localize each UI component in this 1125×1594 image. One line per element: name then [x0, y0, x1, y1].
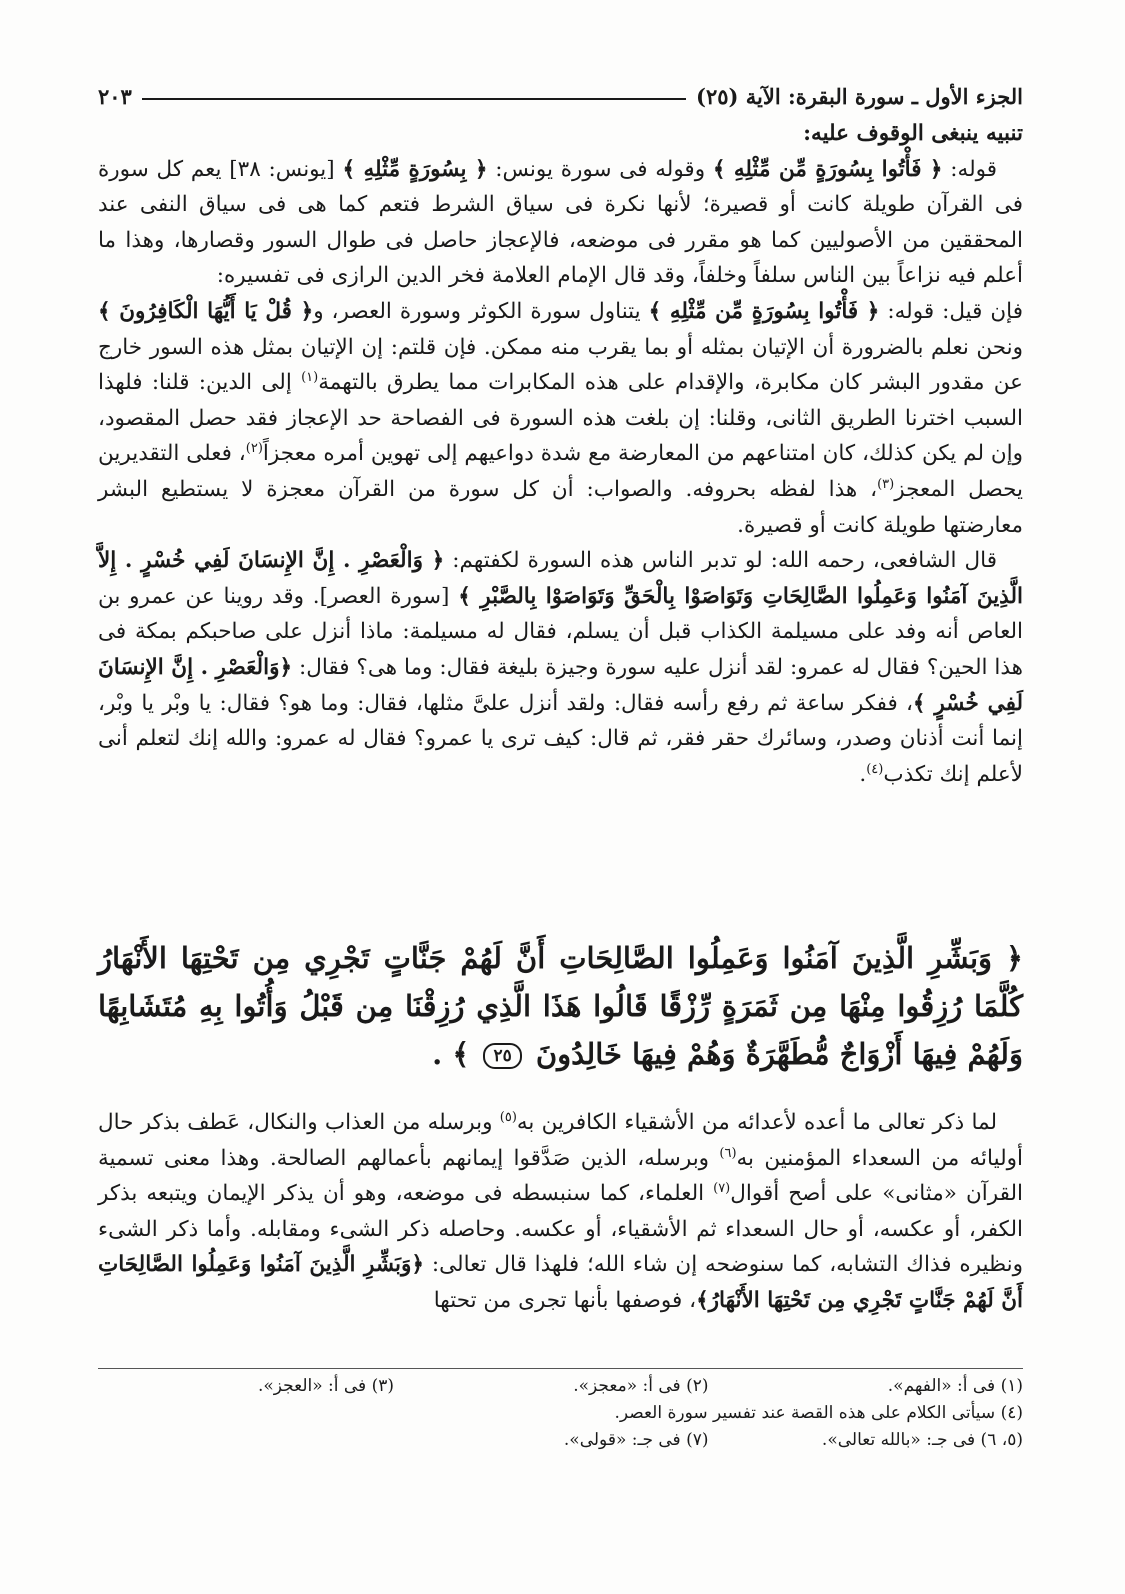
p1-text-a: قوله:: [942, 156, 998, 182]
running-head-rule: [142, 98, 686, 100]
p4-text-c: وبرسله، الذين صَدَّقوا إيمانهم بأعمالهم الصالحة. وهذا معنى تسمية القرآن «مثانى» على أصح أقوال: [98, 1145, 1023, 1207]
p1-quran-quote-2: ﴿ بِسُورَةٍ مِّثْلِهِ ﴾: [342, 156, 488, 182]
commentary-block-1: [98, 116, 1023, 792]
footnotes: [98, 1373, 1023, 1454]
p3-text-c: ، ففكر ساعة ثم رفع رأسه فقال: ولقد أنزل علىَّ مثلها، فقال: وما هو؟ فقال: يا وبْر يا وبْر، إنما أنت أذنان وصدر، وسائرك حقر فقر، ثم قال: كيف ترى يا عمرو؟ فقال له عمرو: والله إنك لتعلم أنى لأعلم إنك تكذب: [98, 690, 1023, 787]
paragraph-2: [98, 294, 1023, 543]
p4-text-b: وبرسله من العذاب والنكال، عَطف بذكر حال أوليائه من السعداء المؤمنين به: [98, 1110, 1023, 1171]
footnote-row-2: [98, 1400, 1023, 1427]
p3-text-d: .: [859, 761, 867, 787]
p2-text-e: ، فعلى التقديرين يحصل المعجز: [98, 441, 1023, 502]
p4-quran-quote-1: ﴿وَبَشِّرِ الَّذِينَ آمَنُوا وَعَمِلُوا الصَّالِحَاتِ أَنَّ لَهُمْ جَنَّاتٍ تَجْرِي مِن تَحْتِهَا الأَنْهَارُ﴾: [98, 1252, 1023, 1313]
footnote-7: (٧) فى جـ: «قولى».: [563, 1430, 709, 1450]
footnote-ref-1: (١): [301, 370, 319, 385]
footnote-row-1: [98, 1373, 1023, 1400]
p4-text-d: العلماء، كما سنبسطه فى موضعه، وهو أن يذكر الإيمان ويتبعه بذكر الكفر، أو عكسه، أو حال السعداء ثم الأشقياء، أو عكسه. وحاصله ذكر الشىء ومقابله. وأما ذكر الشىء ونظيره فذاك التشابه، كما سنوضحه إن شاء الله؛ فلهذا قال تعالى:: [98, 1181, 1023, 1278]
p3-text-a: قال الشافعى، رحمه الله: لو تدبر الناس هذه السورة لكفتهم:: [444, 548, 998, 574]
p3-text-b: [سورة العصر]. وقد روينا عن عمرو بن العاص أنه وفد على مسيلمة الكذاب قبل أن يسلم، فقال له مسيلمة: ماذا أنزل على صاحبكم بمكة فى هذا الحين؟ فقال له عمرو: لقد أنزل عليه سورة وجيزة بليغة فقال: وما هى؟ فقال:: [98, 583, 1023, 680]
footnote-4: (٤) سيأتى الكلام على هذه القصة عند تفسير سورة العصر.: [614, 1403, 1023, 1423]
verse-block: [98, 934, 1023, 1078]
verse-text: ﴿ وَبَشِّرِ الَّذِينَ آمَنُوا وَعَمِلُوا الصَّالِحَاتِ أَنَّ لَهُمْ جَنَّاتٍ تَجْرِي مِن تَحْتِهَا الأَنْهَارُ كُلَّمَا رُزِقُوا مِنْهَا مِن ثَمَرَةٍ رِّزْقًا قَالُوا هَذَا الَّذِي رُزِقْنَا مِن قَبْلُ وَأُتُوا بِهِ مُتَشَابِهًا وَلَهُمْ فِيهَا أَزْوَاجٌ مُّطَهَّرَةٌ وَهُمْ فِيهَا خَالِدُونَ: [98, 941, 1023, 1071]
paragraph-4: [98, 1105, 1023, 1319]
footnote-ref-2: (٢): [245, 441, 263, 457]
footnote-2: (٢) فى أ: «معجز».: [573, 1376, 709, 1396]
paragraph-3: [98, 543, 1023, 792]
p1-text-c: [يونس: ٣٨] يعم كل سورة فى القرآن طويلة كانت أو قصيرة؛ لأنها نكرة فى سياق الشرط فتعم كما هى فى سياق النفى عند المحققين من الأصوليين كما هو مقرر فى موضعه، فالإعجاز حاصل فى طوال السور وقصارها، وهذا ما أعلم فيه نزاعاً بين الناس سلفاً وخلفاً، وقد قال الإمام العلامة فخر الدين الرازى فى تفسيره:: [98, 156, 1023, 289]
footnote-5-6: (٥، ٦) فى جـ: «بالله تعالى».: [821, 1430, 1023, 1450]
running-head-title: الجزء الأول ـ سورة البقرة: الآية (٢٥): [696, 83, 1023, 109]
paragraph-1: [98, 152, 1023, 294]
p2-text-d: إلى الدين: قلنا: فلهذا السبب اخترنا الطريق الثانى، وقلنا: إن بلغت هذه السورة فى الفصاحة حد الإعجاز فقد حصل المقصود، وإن لم يكن كذلك، كان امتناعهم من المعارضة مع شدة دواعيهم إلى تهوين أمره معجزاً: [98, 370, 1024, 467]
p4-text-e: ، فوصفها بأنها تجرى من تحتها: [433, 1287, 697, 1313]
verse-close: ﴾ .: [432, 1037, 470, 1071]
section-heading: تنبيه ينبغى الوقوف عليه:: [803, 121, 1023, 146]
page-number: ٢٠٣: [98, 83, 132, 109]
ayah-number-badge: ٢٥: [483, 1043, 521, 1069]
footnote-1: (١) فى أ: «الفهم».: [887, 1376, 1023, 1396]
footnote-row-3: [98, 1427, 1023, 1454]
p2-text-a: فإن قيل: قوله:: [879, 298, 1023, 324]
footnote-ref-7: (٧): [713, 1181, 731, 1197]
footnote-ref-5: (٥): [499, 1109, 517, 1125]
p4-text-a: لما ذكر تعالى ما أعده لأعدائه من الأشقياء الكافرين به: [516, 1110, 998, 1135]
p2-text-c: ونحن نعلم بالضرورة أن الإتيان بمثله أو بما يقرب منه ممكن. فإن قلتم: إن الإتيان بمثل هذه السور خارج عن مقدور البشر كان مكابرة، والإقدام على هذه المكابرات مما يطرق بالتهمة: [98, 334, 1023, 396]
footnote-ref-3: (٣): [877, 476, 895, 492]
footnote-3: (٣) فى أ: «العجز».: [257, 1376, 394, 1396]
running-head: [98, 76, 1023, 116]
commentary-block-2: [98, 1105, 1023, 1319]
p2-quran-quote-2: ﴿ قُلْ يَا أَيُّهَا الْكَافِرُونَ ﴾: [98, 298, 314, 324]
p3-quran-quote-2: ﴿وَالْعَصْرِ . إِنَّ الإِنسَانَ لَفِي خُسْرٍ ﴾: [98, 654, 1023, 716]
p1-text-b: وقوله فى سورة يونس:: [487, 156, 713, 182]
p1-quran-quote-1: ﴿ فَأْتُوا بِسُورَةٍ مِّن مِّثْلِهِ ﴾: [712, 156, 943, 182]
p2-text-b: يتناول سورة الكوثر وسورة العصر، و: [313, 298, 649, 324]
footnote-divider: [98, 1368, 1023, 1369]
footnote-spacer: [98, 1427, 394, 1454]
p3-quran-quote-1: ﴿ وَالْعَصْرِ . إِنَّ الإِنسَانَ لَفِي خُسْرٍ . إِلاَّ الَّذِينَ آمَنُوا وَعَمِلُوا الصَّالِحَاتِ وَتَوَاصَوْا بِالْحَقِّ وَتَوَاصَوْا بِالصَّبْرِ ﴾: [98, 548, 1023, 609]
p2-text-f: ، هذا لفظه بحروفه. والصواب: أن كل سورة من القرآن معجزة لا يستطيع البشر معارضتها طويلة كانت أو قصيرة.: [98, 476, 1023, 538]
footnote-ref-6: (٦): [719, 1145, 737, 1161]
footnote-ref-4: (٤): [866, 761, 884, 777]
p2-quran-quote-1: ﴿ فَأْتُوا بِسُورَةٍ مِّن مِّثْلِهِ ﴾: [648, 298, 880, 324]
